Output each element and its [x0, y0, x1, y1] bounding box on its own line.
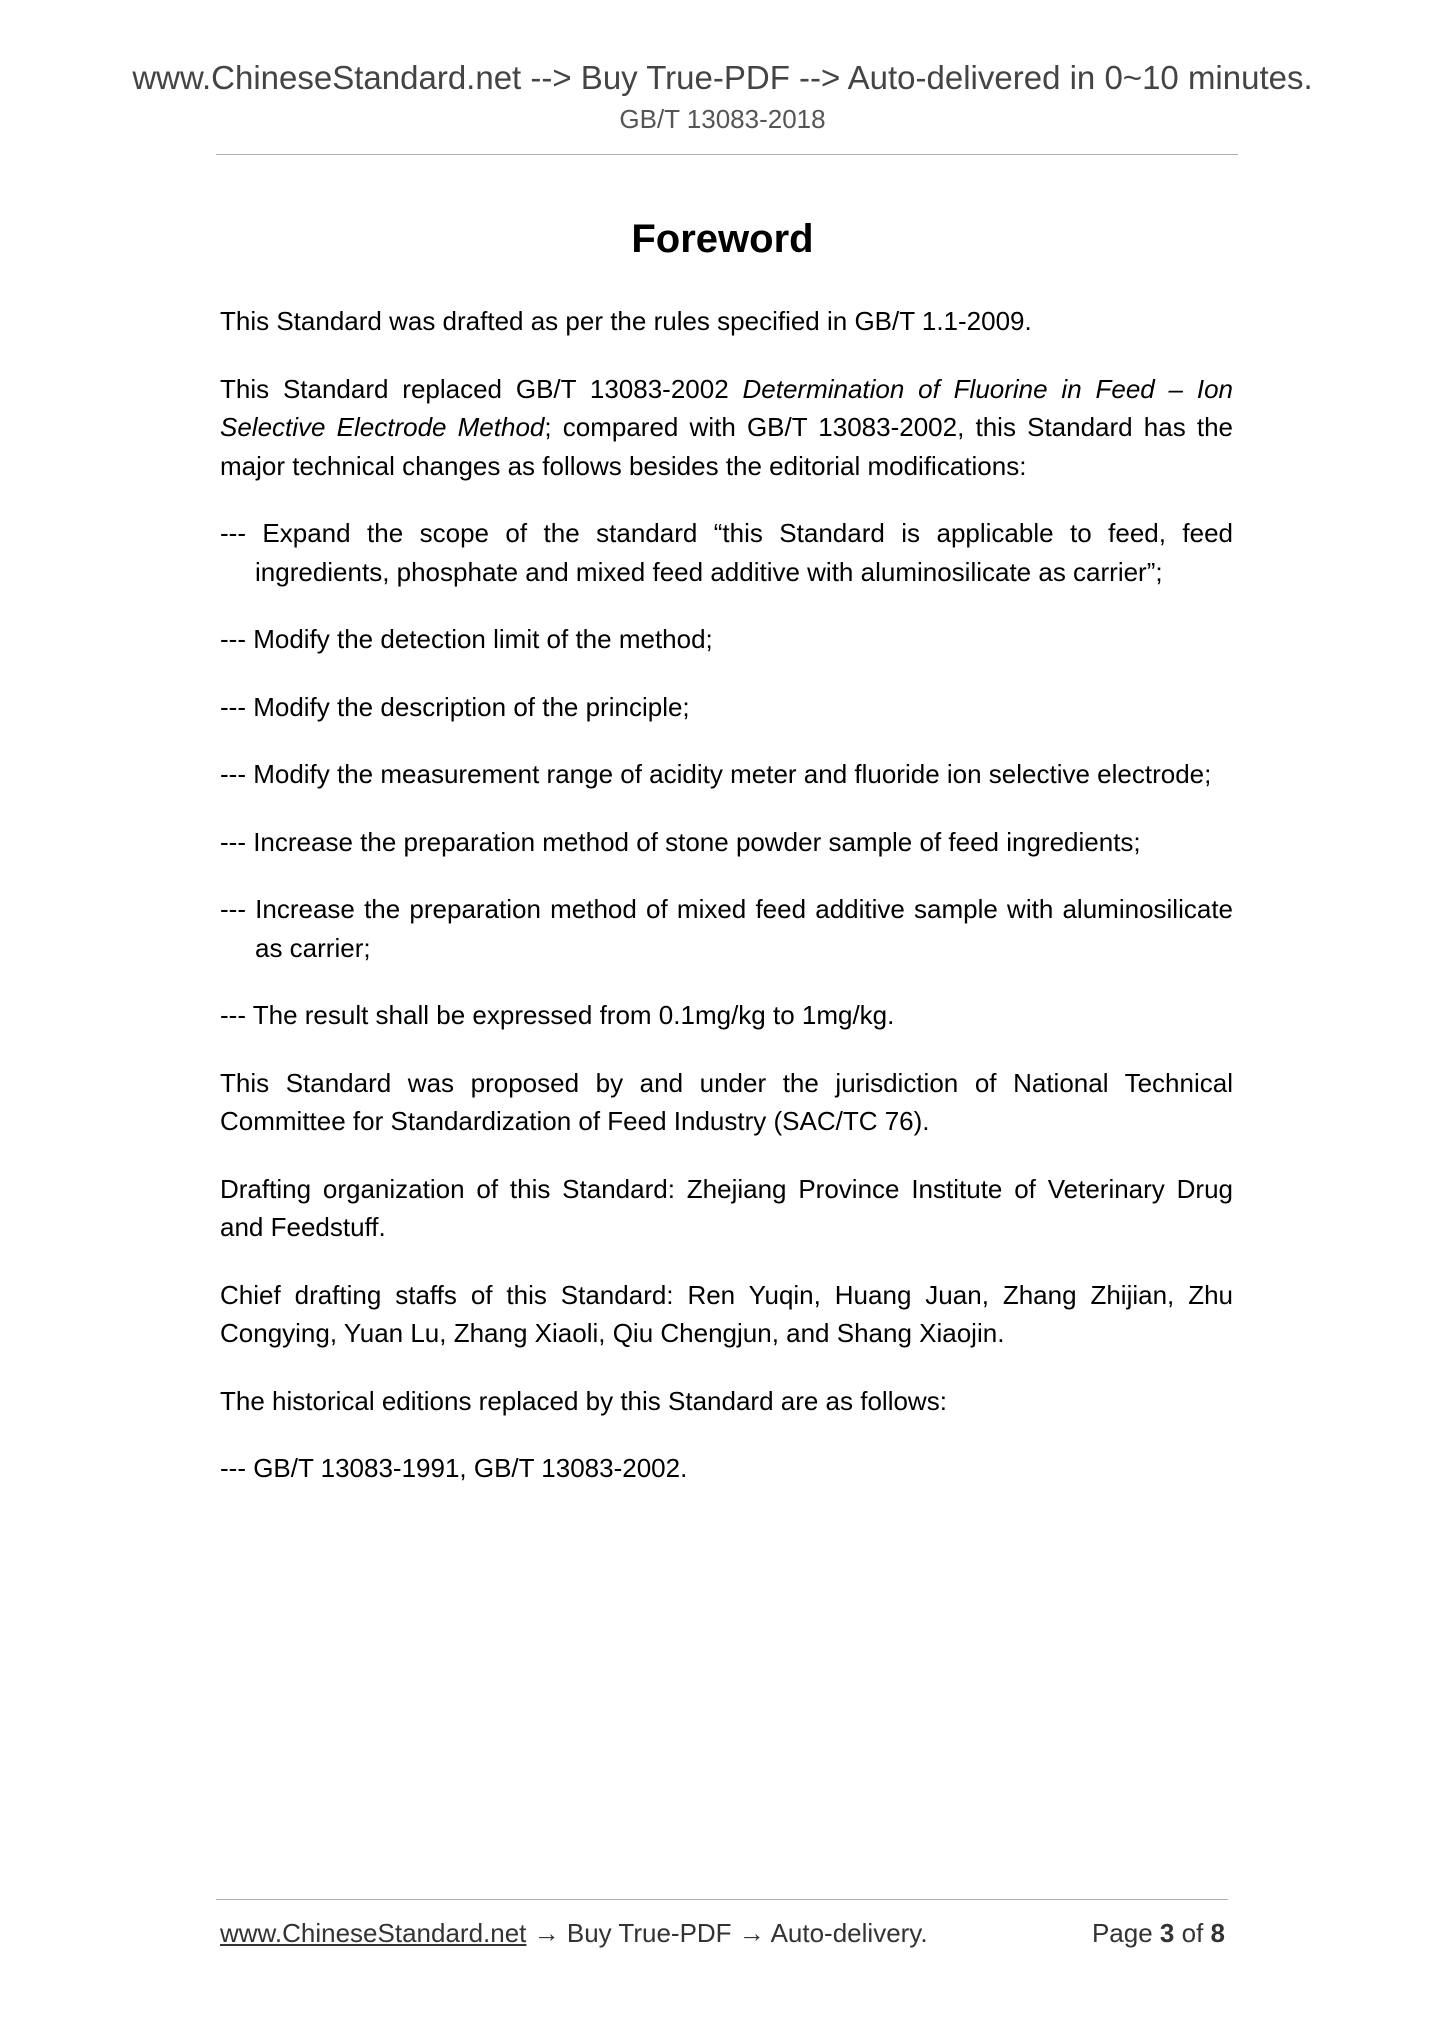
- list-item: --- The result shall be expressed from 0.1mg/kg to 1mg/kg.: [220, 1000, 895, 1030]
- list-item: --- Modify the detection limit of the method;: [220, 624, 713, 654]
- page-number: 3: [1159, 1918, 1175, 1948]
- of-label: of: [1181, 1918, 1204, 1948]
- footer-divider: [216, 1899, 1228, 1900]
- paragraph-proposal: This Standard was proposed by and under the jurisdiction of National Technical Committee for Standardization of Feed Industry (SAC/TC 76).: [220, 1067, 1233, 1136]
- list-item: --- Increase the preparation method of stone powder sample of feed ingredients;: [220, 826, 1141, 857]
- replacement-lead: This Standard replaced GB/T 13083-2002: [220, 373, 743, 404]
- header-banner: www.ChineseStandard.net --> Buy True-PDF --> Auto-delivered in 0~10 minutes.: [132, 59, 1313, 96]
- replaced-standard-title: Determination of Fluorine in Feed – Ion Selective Electrode Method: [220, 373, 1233, 442]
- paragraph-drafting-rules: This Standard was drafted as per the rules specified in GB/T 1.1-2009.: [220, 306, 1032, 336]
- replacement-tail: ; compared with GB/T 13083-2002, this Standard has the major technical changes as follows besides the editorial modifications:: [220, 412, 1234, 481]
- list-item: --- Increase the preparation method of mixed feed additive sample with aluminosilicate as carrier;: [220, 894, 1233, 963]
- list-item: --- Modify the description of the principle;: [220, 691, 690, 722]
- page-label: Page: [1091, 1918, 1153, 1948]
- paragraph-drafting-staff: Chief drafting staffs of this Standard: Ren Yuqin, Huang Juan, Zhang Zhijian, Zhu Congying, Yuan Lu, Zhang Xiaoli, Qiu Chengjun, and Shang Xiaojin.: [220, 1279, 1233, 1348]
- foreword-body: [220, 302, 1233, 1517]
- footer-left: [220, 1915, 928, 1951]
- list-item-history: --- GB/T 13083-1991, GB/T 13083-2002.: [220, 1453, 688, 1483]
- list-item: --- Expand the scope of the standard “this Standard is applicable to feed, feed ingredients, phosphate and mixed feed additive with aluminosilicate as carrier”;: [220, 518, 1233, 587]
- paragraph-drafting-organization: Drafting organization of this Standard: Zhejiang Province Institute of Veterinary Drug and Feedstuff.: [220, 1173, 1233, 1242]
- document-code: GB/T 13083-2018: [619, 104, 826, 134]
- list-item: --- Modify the measurement range of acidity meter and fluoride ion selective electrode;: [220, 759, 1212, 789]
- website-link[interactable]: www.ChineseStandard.net: [220, 1918, 527, 1948]
- paragraph-historical-editions: The historical editions replaced by this Standard are as follows:: [220, 1385, 947, 1416]
- footer-tagline: → Buy True-PDF → Auto-delivery.: [526, 1918, 928, 1948]
- page-title: Foreword: [631, 217, 814, 261]
- page-indicator: [1092, 1915, 1225, 1951]
- paragraph-replacement: [220, 370, 1233, 486]
- header-divider: [216, 154, 1238, 155]
- page-total: 8: [1210, 1918, 1225, 1948]
